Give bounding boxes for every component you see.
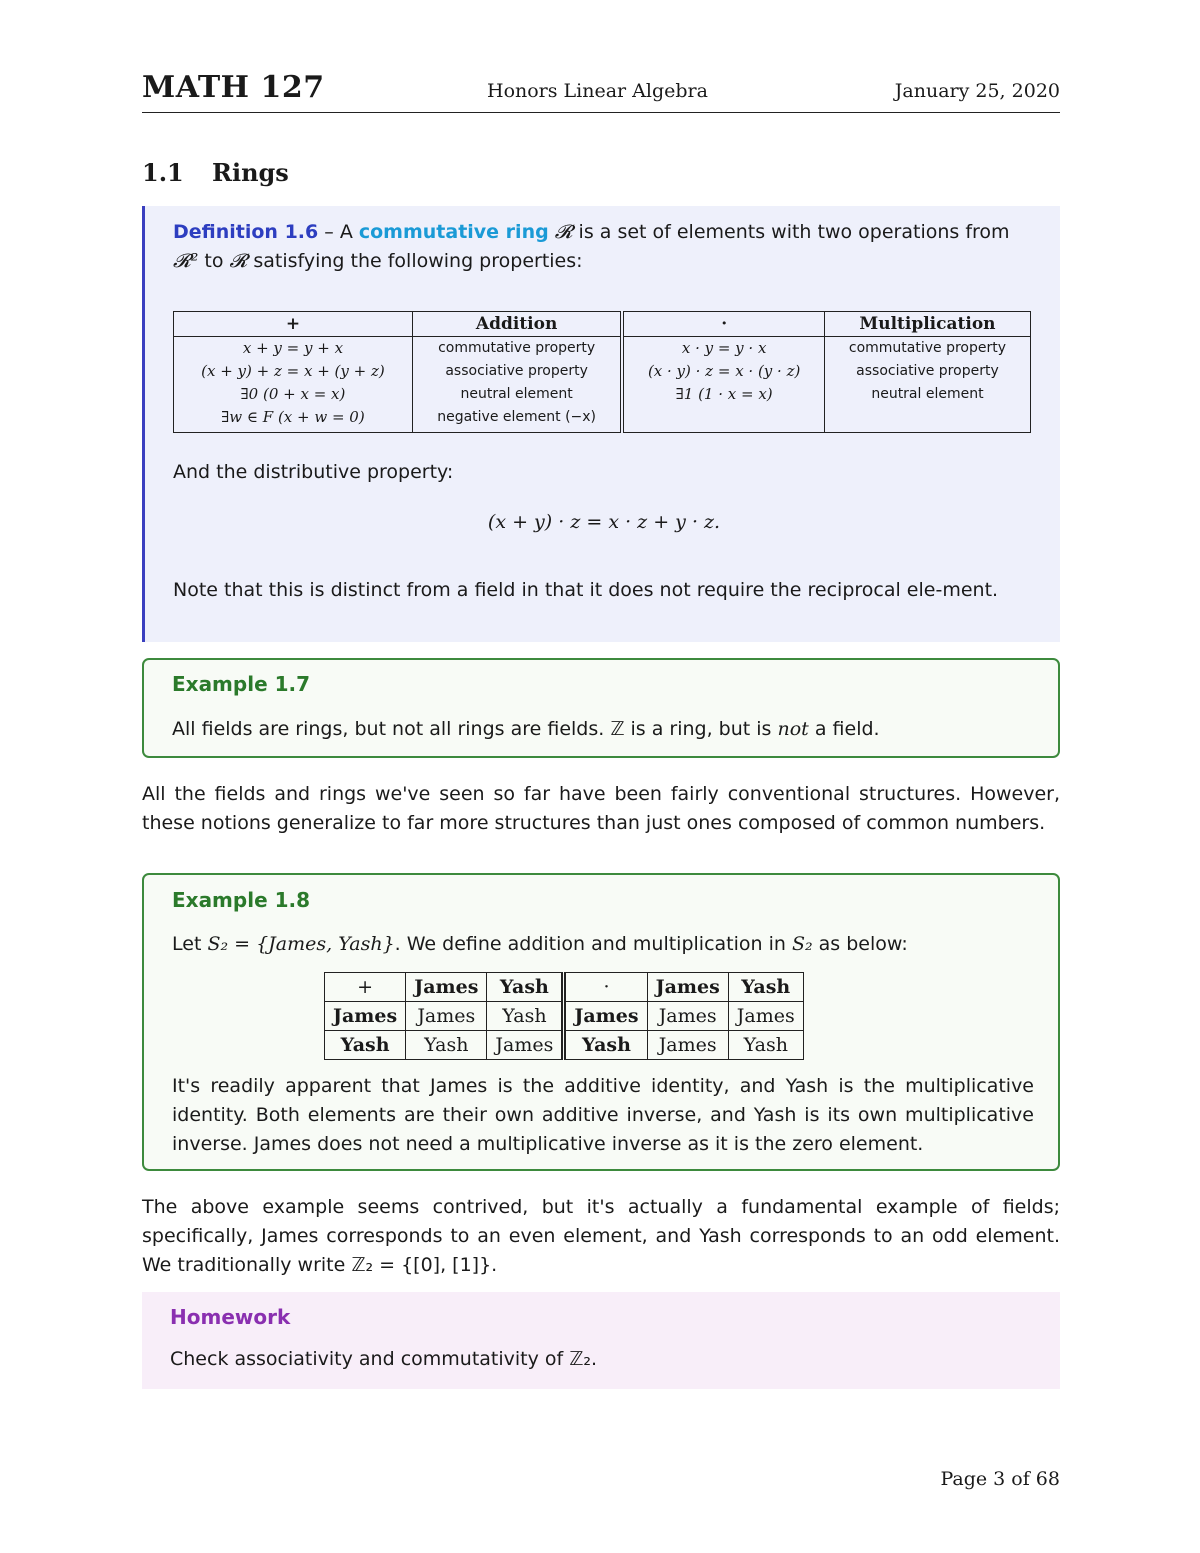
example-intro [172, 930, 1034, 959]
table-header: James [647, 973, 728, 1002]
example-title: Example 1.7 [172, 672, 311, 696]
table-cell [622, 406, 824, 433]
example-box [142, 658, 1060, 758]
table-cell: Yash [325, 1031, 406, 1060]
paragraph: All the fields and rings we've seen so far have been fairly conventional structures. However, these notions generalize to far more structures than just ones composed of common numbers. [142, 783, 1060, 834]
table-cell: (x + y) + z = x + (y + z) [174, 360, 413, 383]
distributive-formula: (x + y) · z = x · z + y · z. [487, 511, 721, 533]
table-cell: x + y = y + x [174, 337, 413, 361]
table-header: Yash [728, 973, 803, 1002]
definition-text-a: is a set of elements with two operations from [572, 221, 1010, 243]
page-number: Page 3 of 68 [940, 1468, 1060, 1490]
table-cell: James [564, 1002, 647, 1031]
example-intro-c: as below: [812, 933, 908, 955]
header-date: January 25, 2020 [894, 80, 1060, 102]
table-cell: (x · y) · z = x · (y · z) [622, 360, 824, 383]
homework-box [142, 1292, 1060, 1389]
table-cell: Yash [564, 1031, 647, 1060]
example-body [172, 715, 1034, 744]
table-header: + [174, 312, 413, 337]
homework-body: Check associativity and commutativity of ℤ₂. [170, 1348, 598, 1370]
operation-table [324, 972, 804, 1060]
section-heading [142, 158, 289, 187]
table-row [174, 337, 1031, 361]
ring-symbol-2: 𝓡 [229, 250, 248, 272]
example-title: Example 1.8 [172, 888, 311, 912]
table-cell: ∃w ∈ F (x + w = 0) [174, 406, 413, 433]
ring-properties-table [173, 311, 1031, 433]
table-header: James [406, 973, 487, 1002]
definition-label: Definition 1.6 [173, 221, 319, 243]
table-row [174, 383, 1031, 406]
definition-term: commutative ring [358, 221, 549, 243]
table-cell: x · y = y · x [622, 337, 824, 361]
table-row [174, 360, 1031, 383]
table-header: · [564, 973, 647, 1002]
ring-squared: 𝓡² [173, 250, 199, 272]
table-header: Multiplication [824, 312, 1030, 337]
table-header: + [325, 973, 406, 1002]
example-body: It's readily apparent that James is the additive identity, and Yash is the multiplicative identity. Both elements are their own additive inverse, and Yash is its own multiplicative inverse. James does not need a multiplicative inverse as it is the zero element. [172, 1075, 1034, 1155]
table-header: Addition [412, 312, 622, 337]
table-cell: commutative property [824, 337, 1030, 361]
example-box [142, 873, 1060, 1171]
table-cell: James [325, 1002, 406, 1031]
definition-text-c: to [198, 250, 230, 272]
example-intro-b: . We define addition and multiplication in [394, 933, 792, 955]
table-cell: associative property [824, 360, 1030, 383]
ring-symbol: 𝓡 [554, 221, 573, 243]
table-cell: James [406, 1002, 487, 1031]
table-cell: James [487, 1031, 564, 1060]
table-cell: negative element (−x) [412, 406, 622, 433]
definition-text [173, 218, 1035, 276]
table-cell: Yash [487, 1002, 564, 1031]
table-row [325, 1031, 804, 1060]
table-row [174, 406, 1031, 433]
table-cell: James [647, 1002, 728, 1031]
table-cell: commutative property [412, 337, 622, 361]
table-cell: James [728, 1002, 803, 1031]
section-title: Rings [212, 158, 289, 187]
table-cell: ∃1 (1 · x = x) [622, 383, 824, 406]
section-number: 1.1 [142, 158, 184, 187]
definition-note: Note that this is distinct from a field in that it does not require the reciprocal ele-ment. [173, 579, 999, 601]
table-cell: Yash [406, 1031, 487, 1060]
definition-text-e: satisfying the following properties: [247, 250, 583, 272]
definition-dash: – A [318, 221, 359, 243]
table-header: · [622, 312, 824, 337]
example-body-b: a field. [808, 718, 880, 740]
paragraph: The above example seems contrived, but it's actually a fundamental example of fields; specifically, James corresponds to an even element, and Yash corresponds to an odd element. We traditionally write ℤ₂ = {[0], [1]}. [142, 1196, 1060, 1276]
course-title: MATH 127 [142, 70, 325, 105]
example-intro-a: Let [172, 933, 208, 955]
distributive-label: And the distributive property: [173, 461, 454, 483]
table-cell: neutral element [824, 383, 1030, 406]
set-definition: S₂ = {James, Yash} [207, 933, 395, 955]
example-body-a: All fields are rings, but not all rings are fields. ℤ is a ring, but is [172, 718, 778, 740]
table-cell: James [647, 1031, 728, 1060]
table-row [325, 973, 804, 1002]
table-cell: Yash [728, 1031, 803, 1060]
course-subject: Honors Linear Algebra [487, 80, 708, 102]
page-header [142, 68, 1060, 113]
set-symbol: S₂ [791, 933, 813, 955]
table-header: Yash [487, 973, 564, 1002]
table-cell [824, 406, 1030, 433]
example-body-emphasis: not [777, 718, 809, 740]
definition-box [142, 206, 1060, 642]
homework-title: Homework [170, 1305, 291, 1329]
table-cell: associative property [412, 360, 622, 383]
table-cell: neutral element [412, 383, 622, 406]
table-cell: ∃0 (0 + x = x) [174, 383, 413, 406]
table-row [325, 1002, 804, 1031]
